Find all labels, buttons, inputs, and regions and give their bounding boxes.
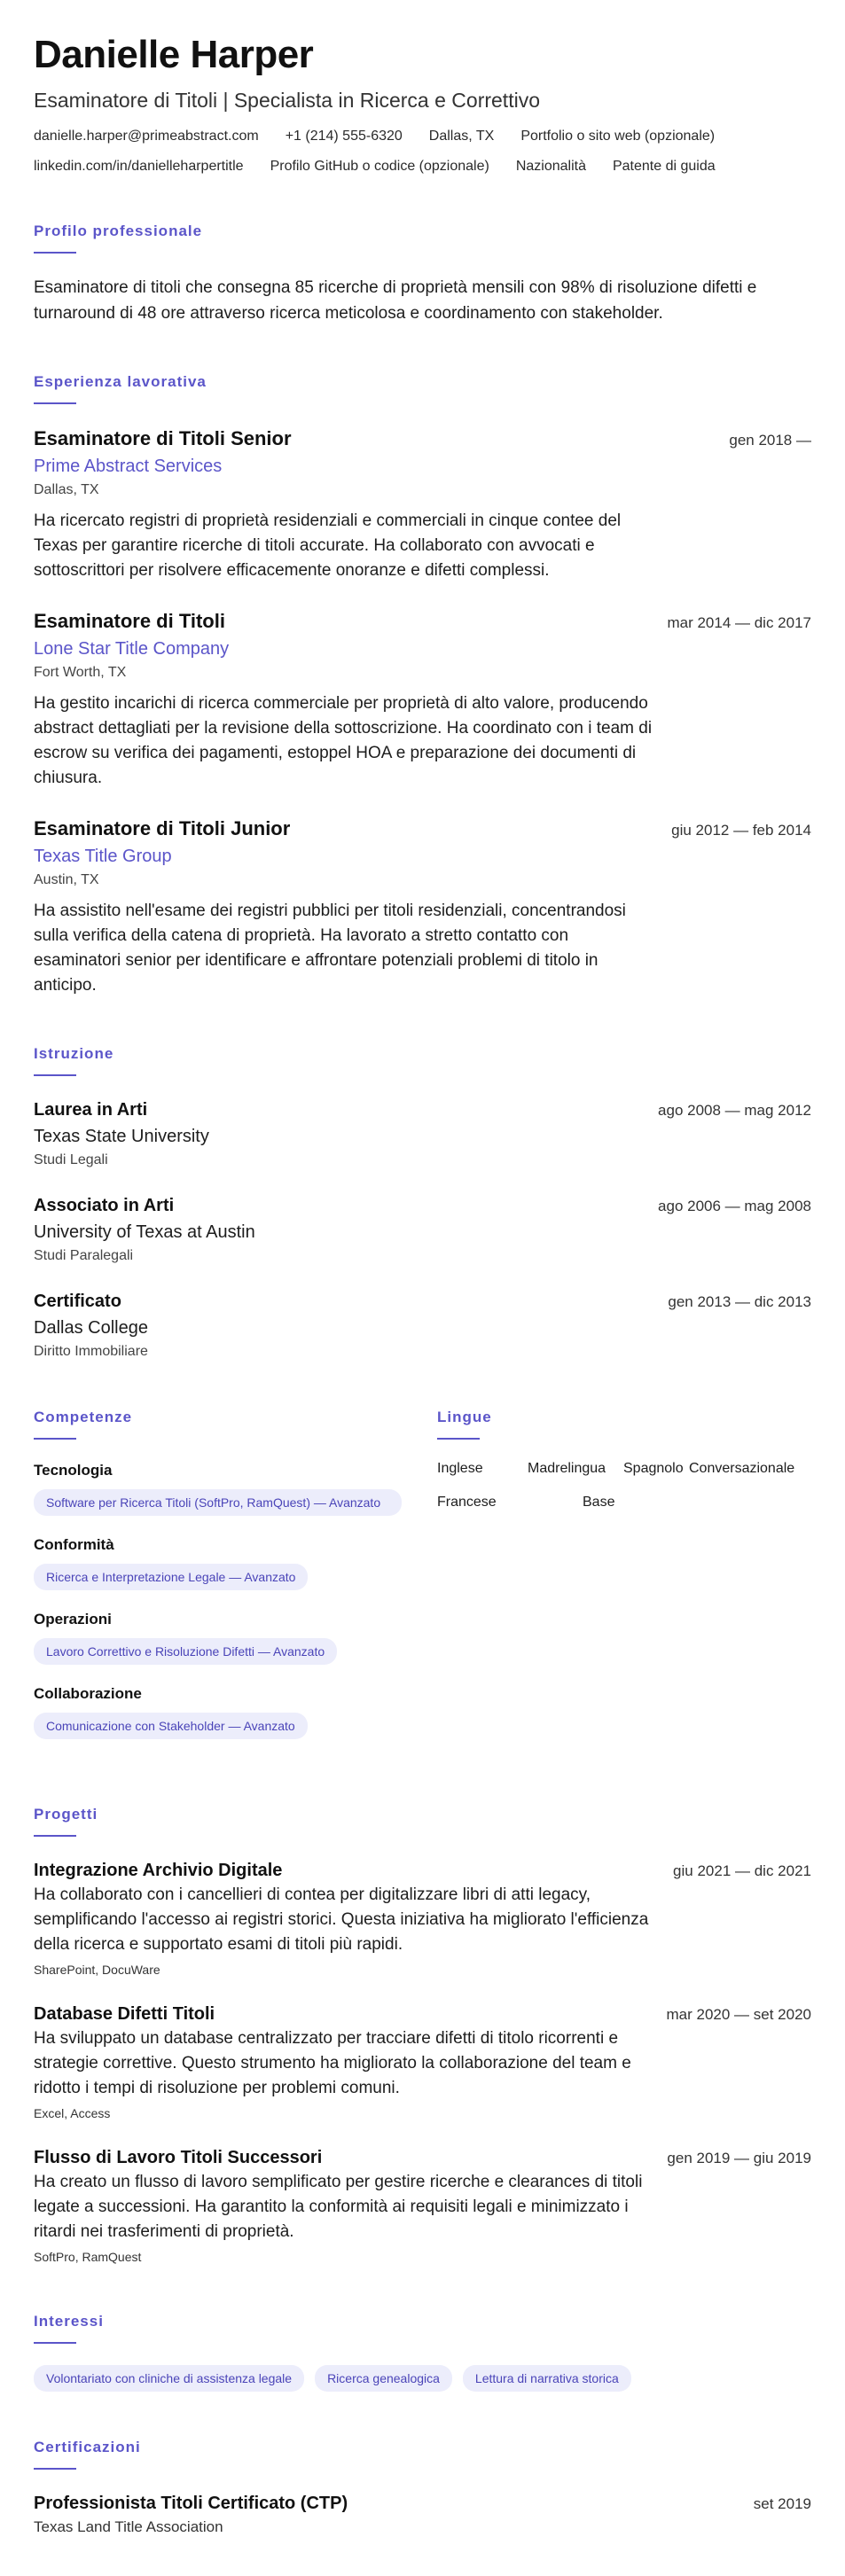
interest-chip: Lettura di narrativa storica	[463, 2365, 631, 2392]
language-item	[623, 1461, 810, 1477]
skill-chip: Lavoro Correttivo e Risoluzione Difetti — Avanzato	[34, 1638, 337, 1665]
contact-driving-license: Patente di guida	[612, 159, 716, 174]
skill-chip: Software per Ricerca Titoli (SoftPro, RamQuest) — Avanzato	[34, 1489, 402, 1516]
job-date: mar 2014 — dic 2017	[667, 614, 811, 631]
skill-group	[34, 1684, 402, 1739]
skills-languages-row	[34, 1408, 811, 1759]
interests-section	[34, 2312, 811, 2392]
experience-entry	[34, 425, 811, 583]
project-tools: SharePoint, DocuWare	[34, 1963, 160, 1977]
projects-section	[34, 1805, 811, 2266]
skill-chip: Comunicazione con Stakeholder — Avanzato	[34, 1713, 308, 1739]
certifications-section	[34, 2438, 811, 2537]
project-description: Ha creato un flusso di lavoro semplificato per gestire ricerche e clearances di titoli legate a successioni. Ha garantito la conformità ai requisiti legali e minimizzato i ritardi nei trasferimenti di proprietà.	[34, 2173, 643, 2241]
certification-date: set 2019	[753, 2495, 811, 2512]
degree-name: Laurea in Arti	[34, 1100, 148, 1120]
section-title-summary: Profilo professionale	[34, 222, 203, 239]
project-tools: Excel, Access	[34, 2106, 111, 2120]
education-date: ago 2008 — mag 2012	[658, 1102, 811, 1119]
job-title: Esaminatore di Titoli	[34, 610, 225, 632]
education-section	[34, 1044, 811, 1362]
language-name: Francese	[437, 1495, 497, 1510]
section-divider	[34, 402, 76, 404]
candidate-headline: Esaminatore di Titoli | Specialista in Ricerca e Correttivo	[34, 89, 540, 112]
language-level: Madrelingua	[528, 1461, 606, 1476]
section-divider	[34, 252, 76, 254]
job-description: Ha assistito nell'esame dei registri pubblici per titoli residenziali, concentrandosi sulla verifica della catena di proprietà. Ha lavorato a stretto contatto con esaminatori senior per identificare e affrontare potenziali problemi di titolo in anticipo.	[34, 902, 626, 995]
education-entry	[34, 1193, 811, 1266]
contact-email[interactable]: danielle.harper@primeabstract.com	[34, 129, 259, 144]
school-name: University of Texas at Austin	[34, 1222, 255, 1242]
section-divider	[34, 2342, 76, 2344]
experience-entry	[34, 608, 811, 791]
section-divider	[437, 1438, 480, 1440]
degree-name: Certificato	[34, 1292, 121, 1311]
job-location: Fort Worth, TX	[34, 665, 127, 680]
language-name: Spagnolo	[623, 1461, 684, 1476]
project-date: mar 2020 — set 2020	[666, 2006, 811, 2023]
language-item	[437, 1461, 623, 1477]
project-name: Flusso di Lavoro Titoli Successori	[34, 2148, 323, 2167]
company-name: Texas Title Group	[34, 847, 172, 866]
summary-text: Esaminatore di titoli che consegna 85 ricerche di proprietà mensili con 98% di risoluzione difetti e turnaround di 48 ore attraverso ricerca meticolosa e coordinamento con stakeholder.	[34, 278, 757, 323]
section-divider	[34, 1438, 76, 1440]
section-divider	[34, 1074, 76, 1076]
project-tools: SoftPro, RamQuest	[34, 2250, 142, 2264]
language-name: Inglese	[437, 1461, 483, 1476]
contact-linkedin[interactable]: linkedin.com/in/danielleharpertitle	[34, 159, 244, 174]
language-level: Conversazionale	[689, 1461, 795, 1476]
section-divider	[34, 2468, 76, 2470]
candidate-name: Danielle Harper	[34, 33, 314, 76]
skill-group	[34, 1535, 402, 1590]
project-date: giu 2021 — dic 2021	[673, 1862, 811, 1879]
skill-category: Tecnologia	[34, 1462, 113, 1479]
skill-category: Conformità	[34, 1536, 114, 1553]
education-date: gen 2013 — dic 2013	[668, 1293, 811, 1310]
contact-portfolio[interactable]: Portfolio o sito web (opzionale)	[520, 129, 716, 144]
section-title-projects: Progetti	[34, 1806, 98, 1823]
skill-group	[34, 1610, 402, 1665]
certification-entry	[34, 2491, 811, 2537]
study-field: Studi Paralegali	[34, 1248, 134, 1263]
certification-issuer: Texas Land Title Association	[34, 2518, 223, 2535]
education-date: ago 2006 — mag 2008	[658, 1198, 811, 1214]
company-name: Lone Star Title Company	[34, 639, 230, 659]
experience-entry	[34, 816, 811, 998]
interest-list	[34, 2365, 811, 2392]
section-title-experience: Esperienza lavorativa	[34, 373, 207, 390]
job-location: Dallas, TX	[34, 482, 99, 497]
job-title: Esaminatore di Titoli Senior	[34, 427, 292, 449]
contact-list	[34, 128, 811, 176]
job-description: Ha ricercato registri di proprietà residenziali e commerciali in cinque contee del Texas per garantire ricerche di titoli accurate. Ha collaborato con avvocati e sottoscrittori per risolvere efficacemente onoranze e difetti complessi.	[34, 511, 622, 580]
project-name: Database Difetti Titoli	[34, 2004, 215, 2024]
project-date: gen 2019 — giu 2019	[667, 2150, 811, 2166]
skill-chip: Ricerca e Interpretazione Legale — Avanzato	[34, 1564, 308, 1590]
school-name: Dallas College	[34, 1318, 148, 1338]
job-location: Austin, TX	[34, 872, 99, 887]
degree-name: Associato in Arti	[34, 1196, 175, 1215]
education-entry	[34, 1289, 811, 1362]
language-level: Base	[583, 1495, 615, 1510]
section-title-interests: Interessi	[34, 2313, 104, 2330]
language-list	[437, 1461, 810, 1510]
education-entry	[34, 1097, 811, 1170]
language-item	[437, 1495, 623, 1510]
section-divider	[34, 1835, 76, 1837]
section-title-education: Istruzione	[34, 1045, 114, 1062]
contact-nationality: Nazionalità	[515, 159, 586, 174]
skills-section	[34, 1408, 402, 1759]
languages-section	[437, 1408, 810, 1759]
interest-chip: Ricerca genealogica	[315, 2365, 452, 2392]
skill-category: Collaborazione	[34, 1685, 142, 1702]
resume-header	[34, 32, 811, 176]
experience-section	[34, 372, 811, 998]
school-name: Texas State University	[34, 1127, 209, 1146]
company-name: Prime Abstract Services	[34, 457, 223, 476]
project-entry	[34, 2002, 811, 2122]
job-date: giu 2012 — feb 2014	[671, 822, 811, 839]
project-entry	[34, 2145, 811, 2266]
study-field: Diritto Immobiliare	[34, 1344, 148, 1359]
skill-category: Operazioni	[34, 1611, 112, 1628]
contact-github[interactable]: Profilo GitHub o codice (opzionale)	[270, 159, 489, 174]
summary-section	[34, 222, 811, 326]
project-description: Ha sviluppato un database centralizzato per tracciare difetti di titolo ricorrenti e strategie correttive. Questo strumento ha migliorato la collaborazione del team e ridotto i tempi di risoluzione per problemi comuni.	[34, 2029, 631, 2097]
certification-name: Professionista Titoli Certificato (CTP)	[34, 2494, 348, 2513]
section-title-languages: Lingue	[437, 1409, 492, 1425]
interest-chip: Volontariato con cliniche di assistenza legale	[34, 2365, 304, 2392]
job-description: Ha gestito incarichi di ricerca commerciale per proprietà di alto valore, producendo abstract dettagliati per la revisione della sottoscrizione. Ha coordinato con i team di escrow su verifica dei pagamenti, estoppel HOA e preparazione dei documenti di chiusura.	[34, 694, 653, 787]
project-name: Integrazione Archivio Digitale	[34, 1861, 283, 1880]
job-date: gen 2018 —	[729, 432, 811, 449]
job-title: Esaminatore di Titoli Junior	[34, 817, 291, 839]
section-title-certifications: Certificazioni	[34, 2439, 141, 2455]
project-entry	[34, 1858, 811, 1979]
contact-phone[interactable]: +1 (214) 555-6320	[285, 129, 403, 144]
study-field: Studi Legali	[34, 1152, 108, 1167]
skill-group	[34, 1461, 402, 1516]
section-title-skills: Competenze	[34, 1409, 133, 1425]
project-description: Ha collaborato con i cancellieri di contea per digitalizzare libri di atti legacy, semplificando l'accesso ai registri storici. Questa iniziativa ha migliorato l'efficienza della ricerca e supportato esami di titoli più rapidi.	[34, 1885, 649, 1954]
contact-location: Dallas, TX	[428, 129, 495, 144]
